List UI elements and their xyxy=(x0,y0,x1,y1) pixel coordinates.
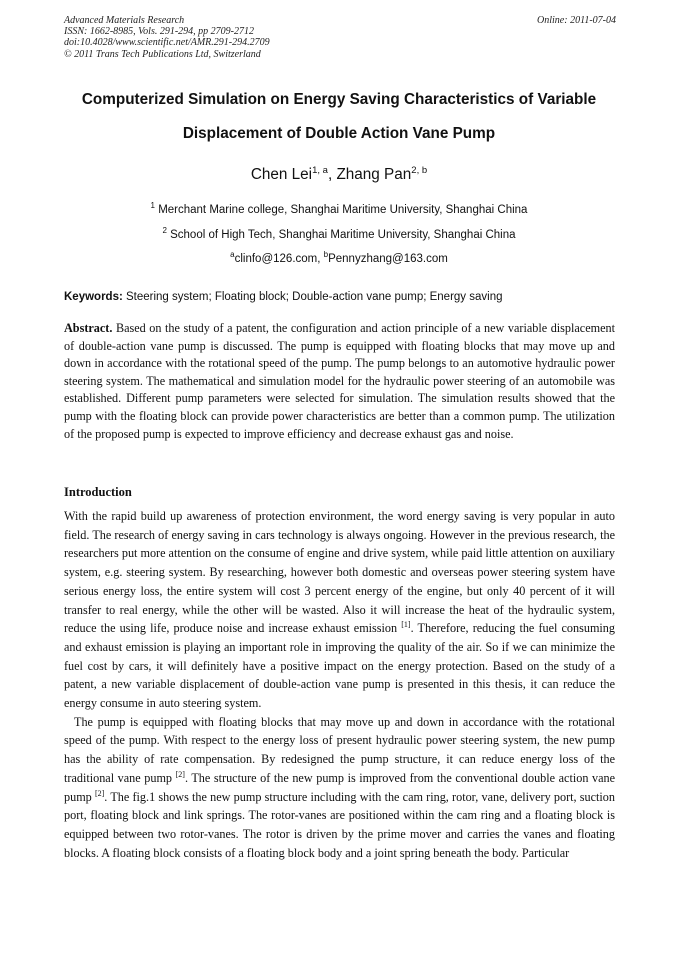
paragraph-2-text-b: . The structure of the new pump is improved from the conventional double action vane pump xyxy=(64,770,616,804)
issn-line: ISSN: 1662-8985, Vols. 291-294, pp 2709-2712 xyxy=(64,26,254,38)
copyright-line: © 2011 Trans Tech Publications Ltd, Switzerland xyxy=(64,48,261,60)
paragraph-1-text-a: With the rapid build up awareness of protection environment, the word energy saving is very popular in auto field. The research of energy saving in cars technology is always ongoing. However in the previous research, the researchers put more attention on the consume of engine and drive system, while paid little attention on auxiliary system, e.g. steering system. By researching, however both domestic and overseas power steering system have serious energy loss, the entire system will cost 3 percent energy of the engine, but only 40 percent of it will transfer to real energy, while the other will be wasted. Also it will increase the heat of the hydraulic system, reduce the using life, produce noise and increase exhaust emission xyxy=(64,509,615,636)
citation-1: [1] xyxy=(401,620,411,630)
paragraph-2-text-a: The pump is equipped with floating blocks that may move up and down in accordance with the rotational speed of the pump. With respect to the energy loss of present hydraulic power steering system, the new pump has the ability of rate compensation. By redesigned the pump structure, it can reduce energy loss of the traditional vane pump xyxy=(64,714,615,785)
author-separator: , xyxy=(327,166,337,183)
introduction-paragraph-1 xyxy=(64,507,615,713)
journal-header xyxy=(64,15,616,60)
affiliation-2-text: School of High Tech, Shanghai Maritime University, Shanghai China xyxy=(166,229,516,241)
affiliation-1 xyxy=(40,201,638,216)
author-2-affiliation-mark: 2, b xyxy=(411,165,428,176)
citation-2a: [2] xyxy=(175,769,185,779)
keywords xyxy=(64,291,624,303)
paper-title-line-1: Computerized Simulation on Energy Saving Characteristics of Variable xyxy=(81,91,597,108)
introduction-body xyxy=(64,507,615,862)
paper-title-line-2: Displacement of Double Action Vane Pump xyxy=(182,125,496,142)
paragraph-1-text-b: . Therefore, reducing the fuel consuming and exhaust emission is playing an important role in improving the quality of the air. So if we can minimize the fuel cost by cars, it will definitely have a positive impact on the energy protection. Based on the study of a patent, a new variable displacement of double-action vane pump is presented in this thesis, it can reduce the energy consume in auto steering system. xyxy=(64,621,615,711)
keywords-text: Steering system; Floating block; Double-action vane pump; Energy saving xyxy=(122,291,503,303)
author-1: Chen Lei xyxy=(250,166,313,183)
author-1-affiliation-mark: 1, a xyxy=(312,165,328,176)
introduction-heading: Introduction xyxy=(64,485,132,499)
citation-2b: [2] xyxy=(94,788,105,798)
author-emails xyxy=(40,250,638,265)
journal-name: Advanced Materials Research xyxy=(64,15,185,26)
paragraph-2-text-c: . The fig.1 shows the new pump structure including with the cam ring, rotor, vane, delivery port, suction port, floating block and link springs. The rotor-vanes are positioned within the cam ring and a floating block is equipped between two rotor-vanes. The rotor is driven by the prime mover and carries the vanes and floating blocks. A floating block consists of a floating block body and a joint spring beneath the body. Particular xyxy=(64,789,615,860)
email-a: clinfo@126.com, xyxy=(234,253,324,265)
affiliation-1-text: Merchant Marine college, Shanghai Maritime University, Shanghai China xyxy=(155,204,528,216)
abstract xyxy=(64,320,615,443)
author-2: Zhang Pan xyxy=(336,166,412,183)
doi-line: doi:10.4028/www.scientific.net/AMR.291-294.2709 xyxy=(64,37,270,49)
author-list xyxy=(40,166,638,184)
affiliation-2-number: 2 xyxy=(162,226,167,235)
introduction-paragraph-2 xyxy=(64,713,615,863)
email-b: Pennyzhang@163.com xyxy=(328,253,448,265)
online-date: Online: 2011-07-04 xyxy=(537,15,616,26)
abstract-label: Abstract. xyxy=(64,321,113,335)
affiliation-1-number: 1 xyxy=(150,201,155,210)
email-a-mark: a xyxy=(230,250,235,259)
affiliation-2 xyxy=(40,226,638,241)
email-b-mark: b xyxy=(323,250,329,259)
abstract-text: Based on the study of a patent, the configuration and action principle of a new variable displacement of double-action vane pump is discussed. The pump is equipped with floating blocks that may move up and down in accordance with the rotational speed of the pump. The pump belongs to an automotive hydraulic power steering system. The mathematical and simulation model for the hydraulic power steering of an automobile was established. Different pump parameters were selected for simulation. The simulation results showed that the pump with the floating block can provide power characteristics are better than a common pump. The utilization of the proposed pump is expected to improve efficiency and decrease exhaust gas and noise. xyxy=(64,321,615,441)
keywords-label: Keywords: xyxy=(64,291,123,303)
